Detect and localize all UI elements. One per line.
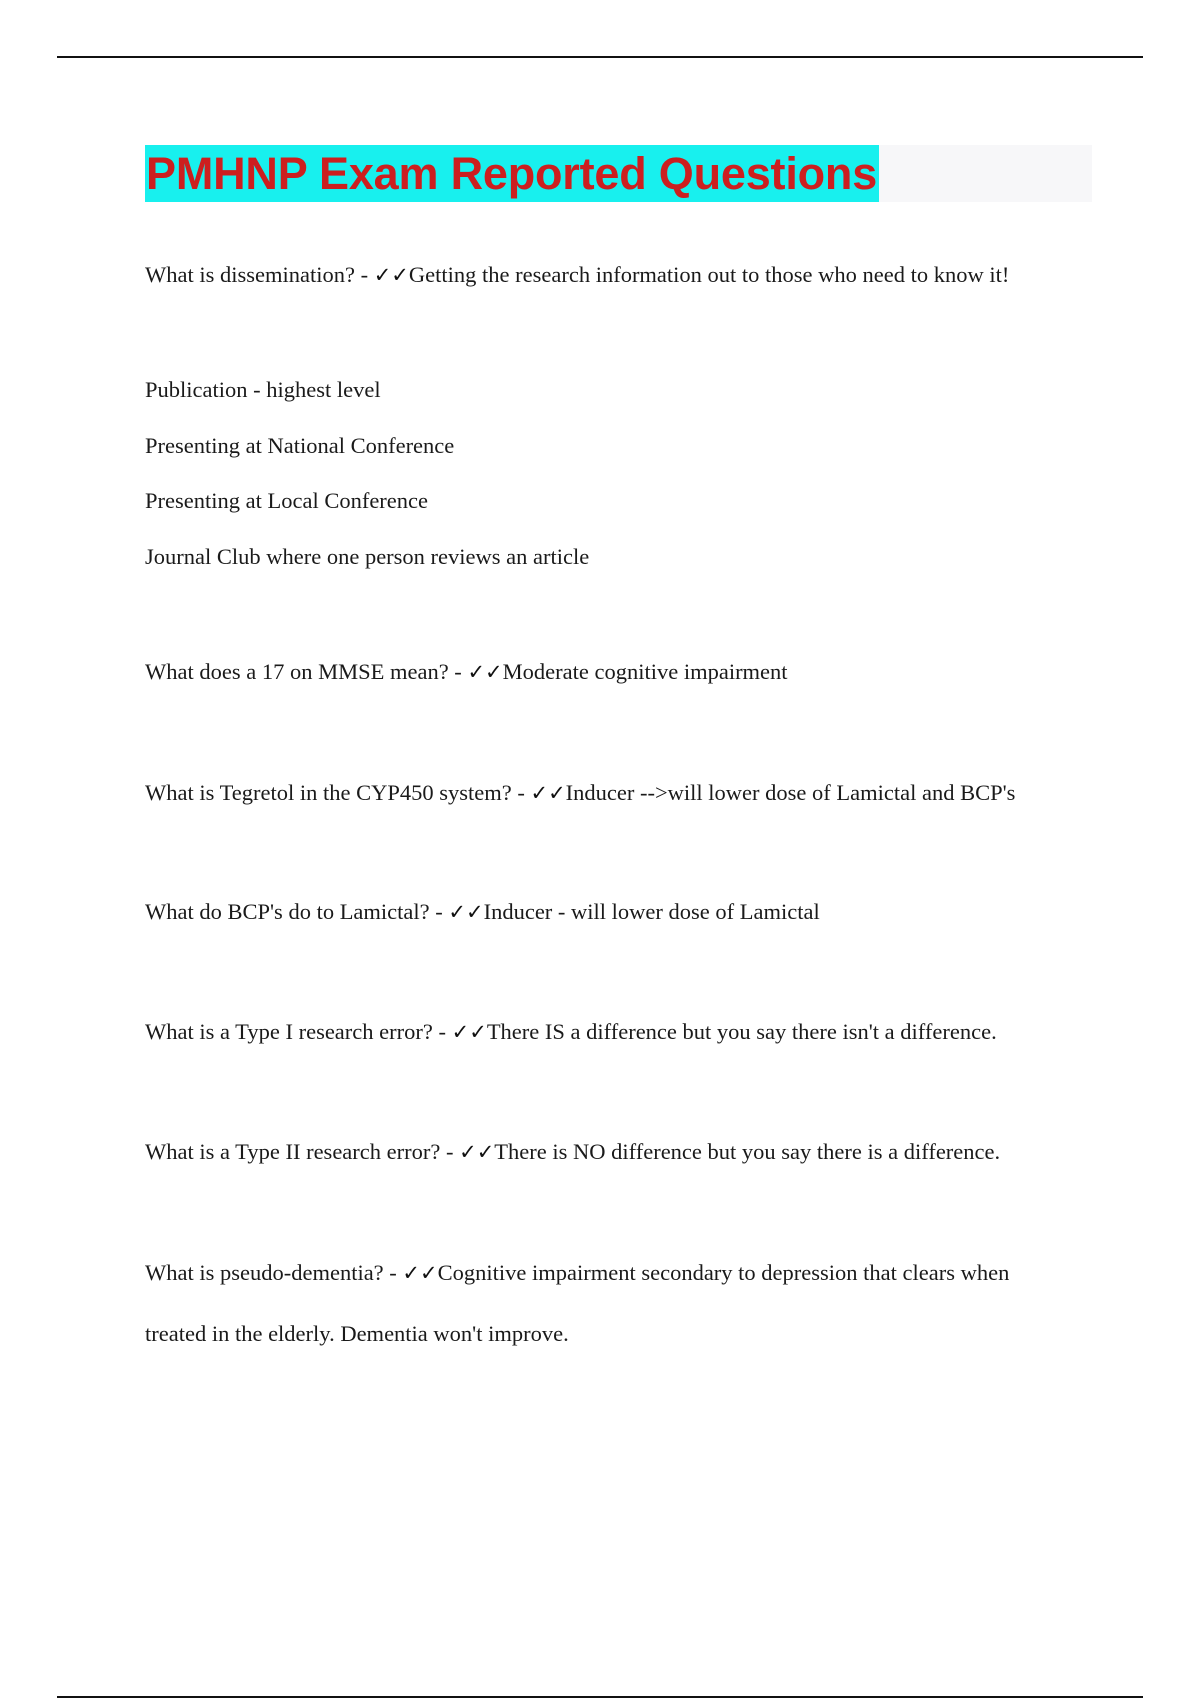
list-item: Publication - highest level: [145, 377, 381, 402]
question-text: What is Tegretol in the CYP450 system? -: [145, 780, 531, 805]
answer-continuation: treated in the elderly. Dementia won't improve.: [145, 1321, 569, 1346]
qa-item: [145, 1259, 1009, 1286]
double-check-icon: ✓✓: [530, 781, 566, 805]
answer-text: Cognitive impairment secondary to depression that clears when: [437, 1260, 1010, 1285]
double-check-icon: ✓✓: [451, 1020, 487, 1044]
list-item: Presenting at Local Conference: [145, 488, 429, 513]
qa-item: [145, 1018, 997, 1045]
double-check-icon: ✓✓: [448, 900, 484, 924]
double-check-icon: ✓✓: [467, 660, 503, 684]
page-bottom-rule: [57, 1696, 1143, 1698]
question-text: What does a 17 on MMSE mean? -: [145, 659, 468, 684]
list-item: Presenting at National Conference: [145, 433, 455, 458]
qa-item: [145, 898, 820, 925]
answer-text: Inducer -->will lower dose of Lamictal and BCP's: [565, 780, 1016, 805]
question-text: What is pseudo-dementia? -: [145, 1260, 403, 1285]
qa-item: [145, 1138, 1000, 1165]
answer-text: Moderate cognitive impairment: [502, 659, 788, 684]
answer-text: There is NO difference but you say there is a difference.: [494, 1139, 1001, 1164]
double-check-icon: ✓✓: [373, 263, 409, 287]
qa-item: [145, 261, 1009, 288]
double-check-icon: ✓✓: [459, 1140, 495, 1164]
list-item: Journal Club where one person reviews an article: [145, 544, 590, 569]
answer-text: Inducer - will lower dose of Lamictal: [483, 899, 820, 924]
document-title: PMHNP Exam Reported Questions: [145, 145, 879, 202]
double-check-icon: ✓✓: [402, 1261, 438, 1285]
question-text: What is dissemination? -: [145, 262, 374, 287]
qa-item: [145, 658, 788, 685]
answer-text: There IS a difference but you say there isn't a difference.: [486, 1019, 997, 1044]
answer-text: Getting the research information out to those who need to know it!: [408, 262, 1010, 287]
question-text: What do BCP's do to Lamictal? -: [145, 899, 449, 924]
qa-item: [145, 779, 1015, 806]
question-text: What is a Type II research error? -: [145, 1139, 460, 1164]
question-text: What is a Type I research error? -: [145, 1019, 452, 1044]
document-body: [145, 0, 1105, 1700]
